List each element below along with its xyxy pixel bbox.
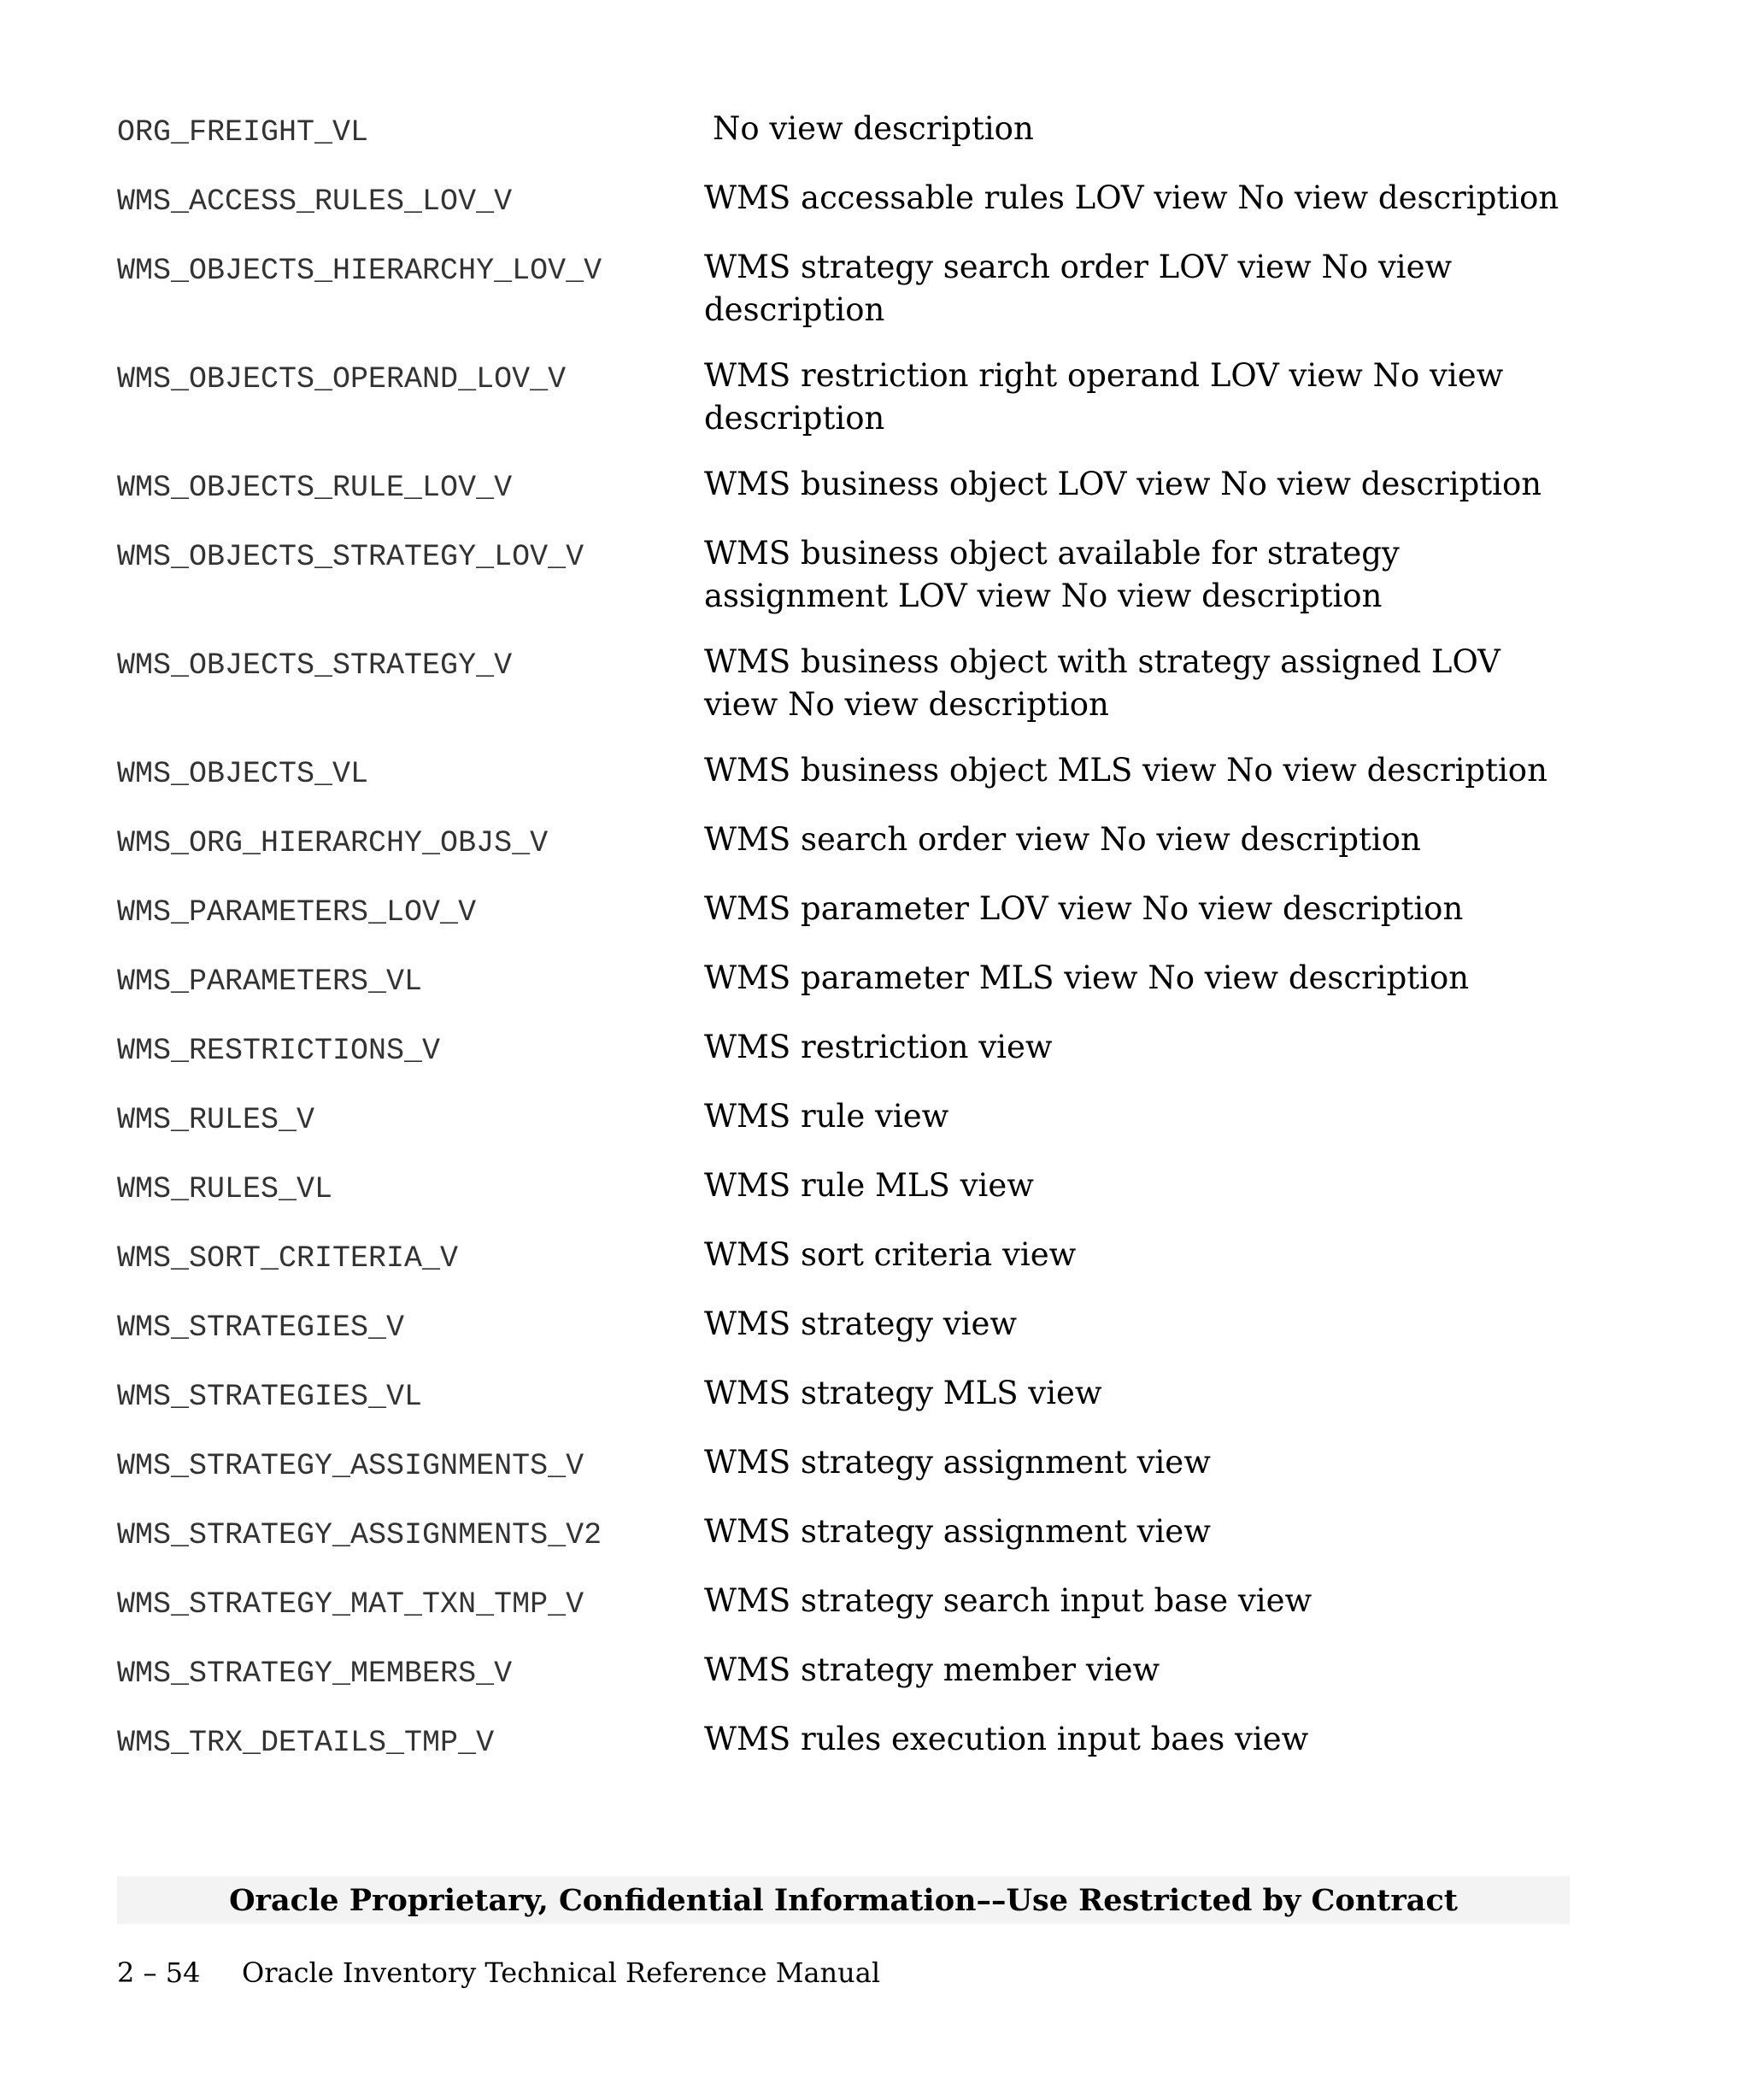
view-name: WMS_STRATEGIES_V [117, 1311, 405, 1345]
view-row [117, 957, 1570, 1003]
view-row [117, 246, 1570, 331]
view-row [117, 463, 1570, 509]
view-description: WMS rule MLS view [704, 1167, 1034, 1204]
view-description: WMS accessable rules LOV view No view description [704, 179, 1559, 216]
view-name: WMS_ORG_HIERARCHY_OBJS_V [117, 826, 549, 860]
view-name: WMS_RESTRICTIONS_V [117, 1034, 441, 1068]
view-name: WMS_STRATEGY_ASSIGNMENTS_V [117, 1449, 584, 1483]
view-description: WMS rules execution input baes view [704, 1721, 1309, 1757]
view-name: WMS_SORT_CRITERIA_V [117, 1241, 459, 1276]
view-name: WMS_RULES_V [117, 1103, 315, 1137]
view-name: WMS_ACCESS_RULES_LOV_V [117, 185, 513, 219]
view-description: WMS business object MLS view No view description [704, 752, 1547, 789]
view-description: WMS rule view [704, 1098, 949, 1135]
view-description: WMS search order view No view description [704, 821, 1421, 858]
manual-title: Oracle Inventory Technical Reference Manual [242, 1956, 881, 1989]
view-description: WMS parameter MLS view No view description [704, 959, 1470, 996]
view-name: WMS_PARAMETERS_LOV_V [117, 895, 477, 930]
view-row [117, 108, 1570, 154]
view-name: WMS_STRATEGY_MEMBERS_V [117, 1657, 513, 1691]
view-description: WMS strategy view [704, 1305, 1018, 1342]
view-name: WMS_OBJECTS_HIERARCHY_LOV_V [117, 254, 602, 288]
view-row [117, 1441, 1570, 1487]
view-description: WMS strategy assignment view [704, 1513, 1211, 1550]
view-description: WMS strategy search input base view [704, 1582, 1312, 1619]
view-row [117, 1372, 1570, 1418]
view-row [117, 355, 1570, 440]
view-row [117, 177, 1570, 223]
view-row [117, 1303, 1570, 1349]
view-row [117, 1718, 1570, 1764]
view-row [117, 1164, 1570, 1211]
view-name: WMS_RULES_VL [117, 1172, 333, 1206]
view-row [117, 1026, 1570, 1072]
view-name: WMS_STRATEGY_ASSIGNMENTS_V2 [117, 1518, 602, 1552]
view-row [117, 1580, 1570, 1626]
confidentiality-banner: Oracle Proprietary, Confidential Information––Use Restricted by Contract [117, 1876, 1570, 1924]
view-list [117, 108, 1570, 1787]
view-name: ORG_FREIGHT_VL [117, 115, 369, 150]
view-row [117, 641, 1570, 726]
view-row [117, 888, 1570, 934]
view-description: WMS business object LOV view No view description [704, 466, 1542, 502]
view-row [117, 1234, 1570, 1280]
view-name: WMS_OBJECTS_VL [117, 757, 369, 791]
page-number: 2 – 54 [117, 1956, 201, 1989]
view-description: WMS business object available for strategy assignment LOV view No view description [704, 535, 1400, 614]
view-description: WMS business object with strategy assigned LOV view No view description [704, 643, 1500, 723]
view-row [117, 749, 1570, 795]
view-description: WMS parameter LOV view No view description [704, 890, 1464, 927]
view-description: WMS sort criteria view [704, 1236, 1077, 1273]
view-name: WMS_OBJECTS_STRATEGY_LOV_V [117, 540, 584, 574]
view-description: WMS strategy search order LOV view No view description [704, 249, 1453, 328]
view-row [117, 1649, 1570, 1695]
view-name: WMS_STRATEGY_MAT_TXN_TMP_V [117, 1587, 584, 1622]
view-description: No view description [713, 110, 1034, 147]
view-description: WMS restriction right operand LOV view No view description [704, 357, 1504, 437]
view-name: WMS_PARAMETERS_VL [117, 965, 423, 999]
view-row [117, 1510, 1570, 1557]
view-description: WMS strategy member view [704, 1651, 1160, 1688]
view-name: WMS_STRATEGIES_VL [117, 1380, 423, 1414]
view-row [117, 532, 1570, 618]
page-footer [117, 1956, 880, 1989]
view-row [117, 1095, 1570, 1141]
view-description: WMS strategy MLS view [704, 1375, 1102, 1411]
view-row [117, 818, 1570, 865]
view-description: WMS strategy assignment view [704, 1444, 1211, 1481]
view-description: WMS restriction view [704, 1029, 1053, 1065]
view-name: WMS_OBJECTS_STRATEGY_V [117, 648, 513, 683]
view-name: WMS_OBJECTS_RULE_LOV_V [117, 471, 513, 505]
view-name: WMS_OBJECTS_OPERAND_LOV_V [117, 362, 567, 396]
view-name: WMS_TRX_DETAILS_TMP_V [117, 1726, 495, 1760]
